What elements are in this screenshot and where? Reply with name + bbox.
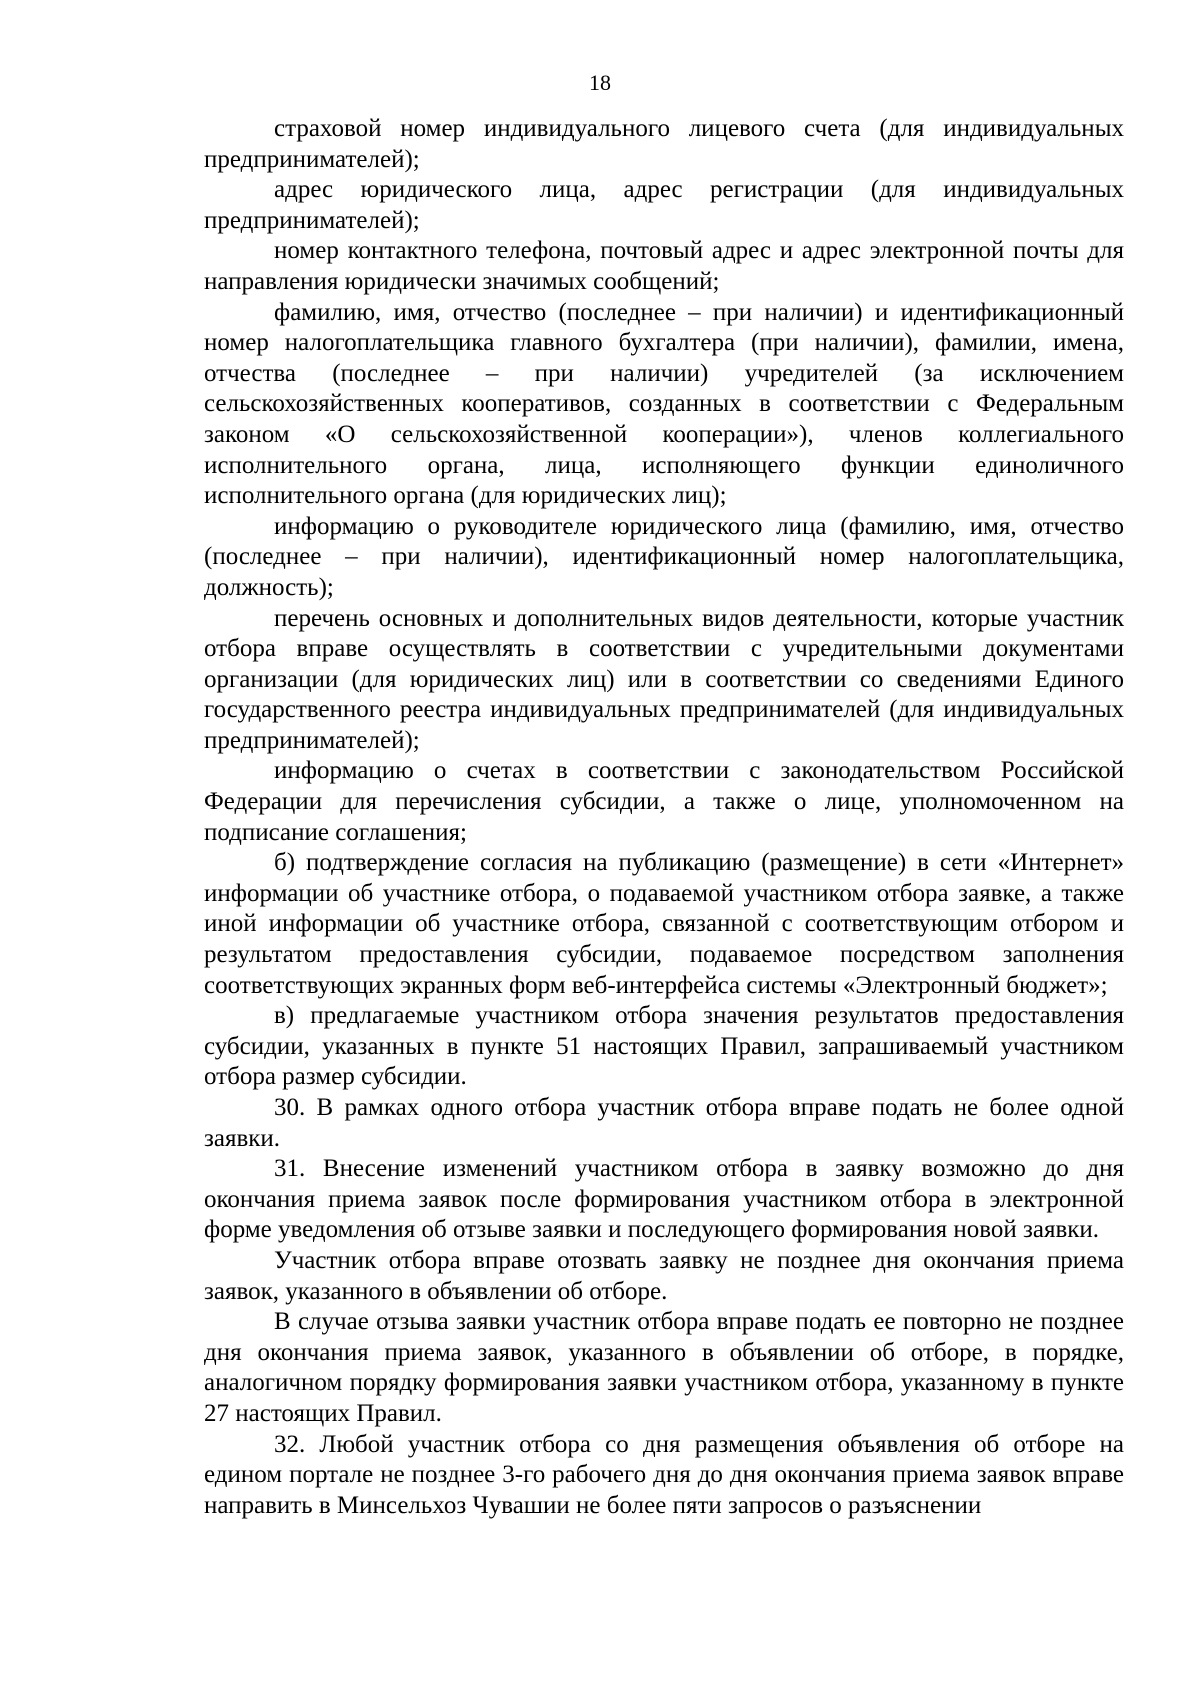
paragraph: 30. В рамках одного отбора участник отбора вправе подать не более одной заявки. <box>204 1094 1124 1152</box>
paragraph: номер контактного телефона, почтовый адрес и адрес электронной почты для направления юридически значимых сообщений; <box>204 237 1124 295</box>
paragraph: информацию о руководителе юридического лица (фамилию, имя, отчество (последнее – при наличии), идентификационный номер налогоплательщика, должность); <box>204 512 1124 601</box>
paragraph: б) подтверждение согласия на публикацию (размещение) в сети «Интернет» информации об участнике отбора, о подаваемой участником отбора заявке, а также иной информации об участнике отбора, связанной с соответствующим отбором и результатом предоставления субсидии, подаваемое посредством заполнения соответствующих экранных форм веб-интерфейса системы «Электронный бюджет»; <box>204 849 1124 999</box>
paragraph: перечень основных и дополнительных видов деятельности, которые участник отбора вправе осуществлять в соответствии с учредительными документами организации (для юридических лиц) или в соответствии со сведениями Единого государственного реестра индивидуальных предпринимателей (для индивидуальных предпринимателей); <box>204 604 1124 754</box>
paragraph: В случае отзыва заявки участник отбора вправе подать ее повторно не позднее дня окончания приема заявок, указанного в объявлении об отборе, в порядке, аналогичном порядку формирования заявки участником отбора, указанному в пункте 27 настоящих Правил. <box>204 1308 1124 1427</box>
paragraph: 32. Любой участник отбора со дня размещения объявления об отборе на едином портале не позднее 3-го рабочего дня до дня окончания приема заявок вправе направить в Минсельхоз Чувашии не более пяти запросов о разъяснении <box>204 1430 1124 1519</box>
paragraph: информацию о счетах в соответствии с законодательством Российской Федерации для перечисления субсидии, а также о лице, уполномоченном на подписание соглашения; <box>204 757 1124 846</box>
paragraph: адрес юридического лица, адрес регистрации (для индивидуальных предпринимателей); <box>204 176 1124 234</box>
page-number: 18 <box>589 70 611 95</box>
paragraph: в) предлагаемые участником отбора значения результатов предоставления субсидии, указанных в пункте 51 настоящих Правил, запрашиваемый участником отбора размер субсидии. <box>204 1002 1124 1091</box>
paragraph: фамилию, имя, отчество (последнее – при наличии) и идентификационный номер налогоплательщика главного бухгалтера (при наличии), фамилии, имена, отчества (последнее – при наличии) учредителей (за исключением сельскохозяйственных кооперативов, созданных в соответствии с Федеральным законом «О сельскохозяйственной кооперации»), членов коллегиального исполнительного органа, лица, исполняющего функции единоличного исполнительного органа (для юридических лиц); <box>204 298 1124 510</box>
paragraph: 31. Внесение изменений участником отбора в заявку возможно до дня окончания приема заявок после формирования участником отбора в электронной форме уведомления об отзыве заявки и последующего формирования новой заявки. <box>204 1155 1124 1244</box>
paragraph: Участник отбора вправе отозвать заявку не позднее дня окончания приема заявок, указанного в объявлении об отборе. <box>204 1246 1124 1305</box>
paragraph: страховой номер индивидуального лицевого счета (для индивидуальных предпринимателей); <box>204 115 1124 173</box>
document-body <box>204 114 1124 1521</box>
